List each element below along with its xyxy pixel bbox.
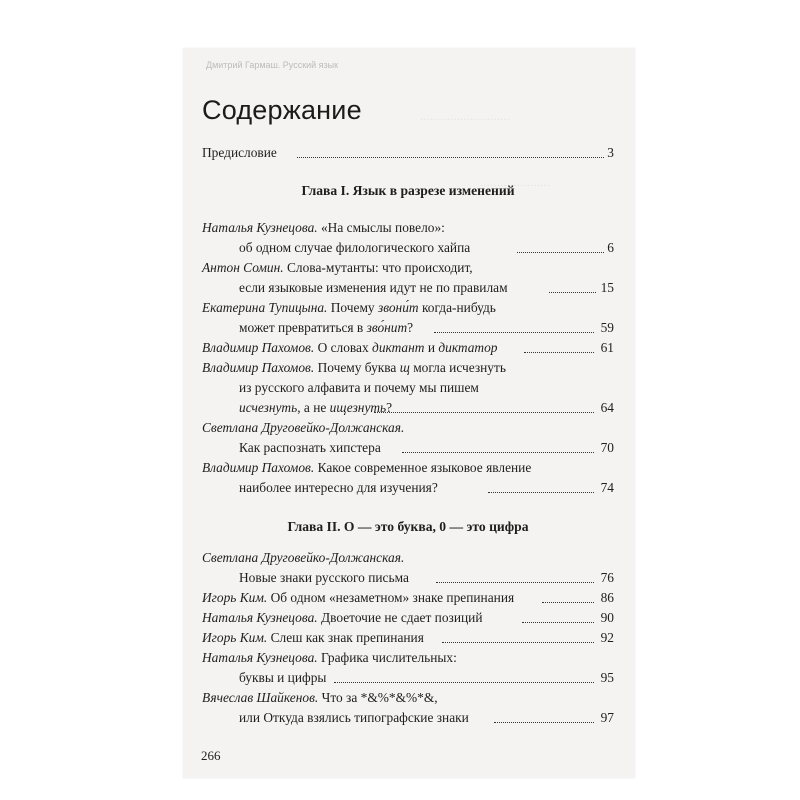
leader-dots [297,157,604,158]
toc-entry-cont[interactable] [202,440,614,458]
toc-author: Наталья Кузнецова. [202,650,318,665]
toc-title-line: может превратиться в [239,320,364,335]
toc-title-line: Как распознать хипстера [239,440,381,455]
toc-title-line: Слова-мутанты: что происходит, [286,260,473,275]
toc-author: Игорь Ким. [202,630,268,645]
toc-entry-cont[interactable] [202,320,614,338]
toc-entry[interactable] [202,590,614,608]
leader-dots [549,292,596,293]
toc-entry-cont[interactable] [202,480,614,498]
toc-entry[interactable] [202,300,614,318]
leader-dots [488,492,594,493]
toc-title-line: Об одном «незаметном» знаке препинания [270,590,515,605]
toc-title-line: ? [386,400,393,415]
leader-dots [434,332,594,333]
toc-title-line: О словах [317,340,369,355]
toc-title-line: Почему [330,300,375,315]
toc-author: Светлана Друговейко-Должанская. [202,550,405,565]
toc-entry[interactable] [202,220,614,238]
leader-dots [402,452,594,453]
toc-entry-cont[interactable] [202,710,614,728]
toc-title-line: Новые знаки русского письма [239,570,409,585]
toc-title-line: и [427,340,435,355]
chapter-1-heading: Глава I. Язык в разрезе изменений [301,183,515,198]
toc-title-line: «На смыслы повело»: [320,220,445,235]
toc-title-line: Слеш как знак препинания [270,630,424,645]
toc-title-line: Графика числительных: [320,650,457,665]
chapter-2-heading: Глава II. О — это буква, 0 — это цифра [287,519,529,534]
toc-author: Вячеслав Шайкенов. [202,690,319,705]
toc-page-number: 61 [600,340,614,355]
show-through-text: ……………………… [420,112,510,123]
leader-dots [542,602,594,603]
toc-entry-cont[interactable] [202,400,614,418]
toc-entry-cont[interactable] [202,670,614,688]
toc-title-word: щ [399,360,410,375]
toc-author: Владимир Пахомов. [202,340,315,355]
toc-page-number: 90 [600,610,614,625]
toc-author: Владимир Пахомов. [202,360,315,375]
show-through-text: ………………… [480,178,550,189]
toc-entry[interactable] [202,340,614,358]
toc-title-line: наиболее интересно для изучения? [239,480,438,495]
toc-title-line: об одном случае филологического хайпа [239,240,471,255]
toc-entry-preface[interactable] [202,145,614,163]
toc-page-number: 86 [600,590,614,605]
toc-page-number: 92 [600,630,614,645]
toc-page-number: 3 [607,145,614,160]
toc-title-line: когда-нибудь [421,300,496,315]
toc-title-line: могла исчезнуть [413,360,506,375]
toc-entry[interactable] [202,420,614,438]
toc-entry[interactable] [202,260,614,278]
toc-page-number: 59 [600,320,614,335]
toc-title-line: Что за *&%*&%*&, [321,690,438,705]
leader-dots [374,412,594,413]
toc-entry[interactable] [202,650,614,668]
toc-page-number: 97 [600,710,614,725]
toc-title-line: Двоеточие не сдает позиций [320,610,483,625]
toc-title-line: или Откуда взялись типографские знаки [239,710,469,725]
toc-title-word: звони́т [378,300,419,315]
toc-page-number: 70 [600,440,614,455]
toc-entry[interactable] [202,630,614,648]
leader-dots [524,352,594,353]
toc-entry[interactable] [202,360,614,378]
toc-author: Светлана Друговейко-Должанская. [202,420,405,435]
toc-author: Наталья Кузнецова. [202,220,318,235]
toc-page-number: 95 [600,670,614,685]
toc-page-number: 6 [607,240,614,255]
leader-dots [494,722,594,723]
toc-title-word: диктант [372,340,425,355]
toc-author: Владимир Пахомов. [202,460,315,475]
toc-entry-cont[interactable] [202,240,614,258]
toc-entry[interactable] [202,690,614,708]
toc-title-word: ищезнуть [329,400,387,415]
toc-title-line: Почему буква [317,360,397,375]
toc-author: Антон Сомин. [202,260,284,275]
leader-dots [522,622,594,623]
page-number: 266 [201,748,221,763]
toc-entry[interactable] [202,550,614,568]
leader-dots [334,682,594,683]
toc-entry-cont[interactable] [202,570,614,588]
leader-dots [436,582,594,583]
toc-title-line: буквы и цифры [239,670,327,685]
toc-entry[interactable] [202,460,614,478]
toc-entry-cont[interactable] [202,380,614,398]
toc-title-line: если языковые изменения идут не по правилам [239,280,508,295]
toc-entry[interactable] [202,610,614,628]
page-title: Содержание [202,95,362,125]
leader-dots [442,642,594,643]
toc-title-word: диктатор [438,340,498,355]
toc-page-number: 64 [600,400,614,415]
leader-dots [517,252,604,253]
toc-author: Наталья Кузнецова. [202,610,318,625]
toc-title-line: Какое современное языковое явление [317,460,532,475]
toc-title-line: ? [407,320,414,335]
toc-page-number: 74 [600,480,614,495]
toc-title-word: зво́нит [366,320,408,335]
toc-entry-cont[interactable] [202,280,614,298]
toc-title-line: из русского алфавита и почему мы пишем [239,380,479,395]
toc-author: Екатерина Тупицына. [202,300,328,315]
running-head: Дмитрий Гармаш. Русский язык [206,60,339,70]
toc-title-word: исчезнуть [239,400,298,415]
toc-author: Игорь Ким. [202,590,268,605]
toc-title-line: , а не [297,400,327,415]
toc-page-number: 76 [600,570,614,585]
toc-entry-label: Предисловие [202,145,277,160]
toc-page-number: 15 [600,280,614,295]
